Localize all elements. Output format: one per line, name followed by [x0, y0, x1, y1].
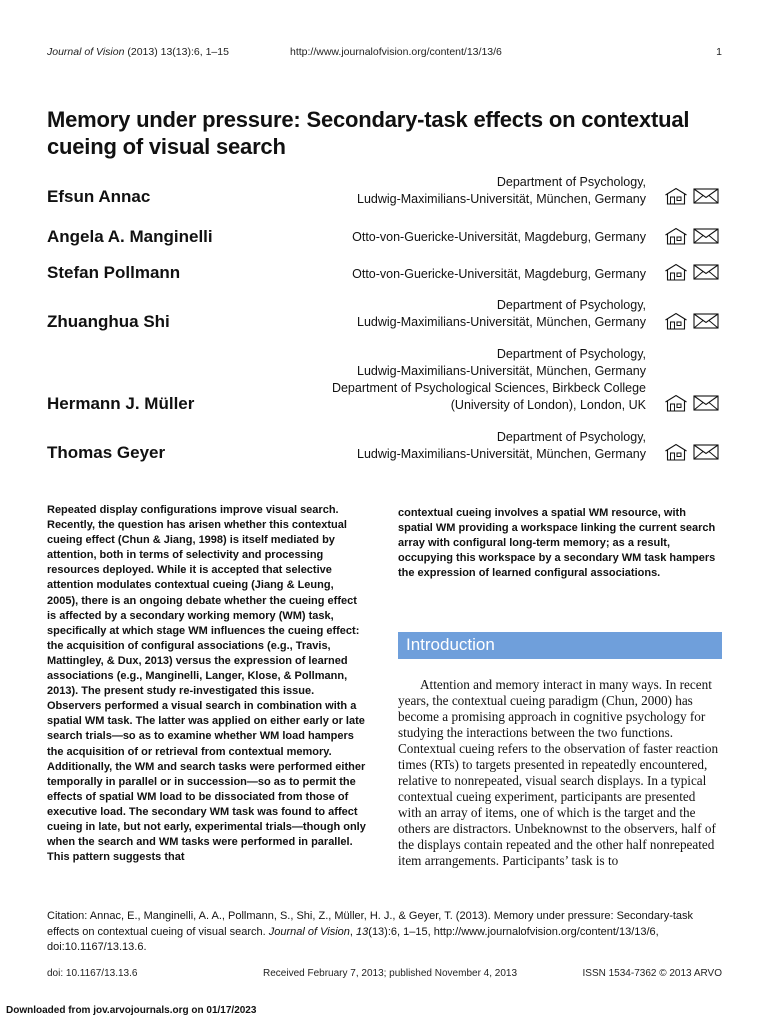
running-header-journal: Journal of Vision	[47, 46, 125, 58]
citation-volume: 13	[356, 925, 369, 938]
page-number: 1	[716, 46, 722, 58]
download-note: Downloaded from jov.arvojournals.org on 01/17/2023	[6, 1005, 257, 1016]
citation-text: Citation: Annac, E., Manginelli, A. A., Pollmann, S., Shi, Z., Müller, H. J., & Geyer, T. (2013). Memory under pressure: Secondary-task effects on contextual cueing of visual search.	[47, 910, 694, 938]
homepage-icon[interactable]	[664, 187, 688, 205]
homepage-icon[interactable]	[664, 312, 688, 330]
footer-issn: ISSN 1534-7362 © 2013 ARVO	[582, 968, 722, 979]
author-contact-icons	[664, 263, 724, 281]
author-affiliation: Department of Psychology, Ludwig-Maximilians-Universität, München, Germany Department of Psychological Sciences, Birkbeck College (University of London), London, UK	[331, 347, 646, 412]
article-title: Memory under pressure: Secondary-task effects on contextual cueing of visual search	[47, 107, 690, 159]
email-icon[interactable]	[693, 313, 719, 329]
author-affiliation: Department of Psychology, Ludwig-Maximilians-Universität, München, Germany	[357, 430, 646, 461]
homepage-icon[interactable]	[664, 394, 688, 412]
author-affiliation: Otto-von-Guericke-Universität, Magdeburg, Germany	[352, 230, 646, 244]
homepage-icon[interactable]	[664, 443, 688, 461]
homepage-icon[interactable]	[664, 227, 688, 245]
email-icon[interactable]	[693, 444, 719, 460]
email-icon[interactable]	[693, 188, 719, 204]
email-icon[interactable]	[693, 395, 719, 411]
author-contact-icons	[664, 187, 724, 205]
running-header-volume: (2013) 13(13):6, 1–15	[127, 46, 229, 58]
footer-received: Received February 7, 2013; published November 4, 2013	[263, 968, 518, 979]
citation-block: Citation: Annac, E., Manginelli, A. A., Pollmann, S., Shi, Z., Müller, H. J., & Geyer, T. (2013). Memory under pressure: Secondary-task effects on contextual cueing of visual search. Journal of Vision, 13(13):6, 1–15, http://www.journalofvision.org/content/13/13/6, doi:10.1167/13.13.6.	[47, 910, 694, 953]
author-affiliation: Department of Psychology, Ludwig-Maximilians-Universität, München, Germany	[357, 175, 646, 206]
author-name[interactable]: Zhuanghua Shi	[47, 312, 170, 331]
footer-doi: doi: 10.1167/13.13.6	[47, 968, 138, 979]
homepage-icon[interactable]	[664, 263, 688, 281]
running-header-url[interactable]: http://www.journalofvision.org/content/13/13/6	[290, 46, 502, 58]
section-heading-bar	[398, 632, 722, 659]
introduction-paragraph: Attention and memory interact in many ways. In recent years, the contextual cueing paradigm (Chun, 2000) has become a promising approach in cognitive psychology for studying the interactions between the two functions. Contextual cueing refers to the observation of faster reaction times (RTs) to targets presented in repeatedly encountered, relative to nonrepeated, visual search displays. In a typical contextual cueing experiment, participants are presented with an array of items, one of which is the target and the others are distractors. Unbeknownst to the observers, half of the displays contain repeated and the other half nonrepeated item arrangements. Participants’ task is to	[398, 677, 719, 868]
author-name[interactable]: Angela A. Manginelli	[47, 227, 213, 246]
author-name[interactable]: Hermann J. Müller	[47, 394, 195, 413]
author-name[interactable]: Stefan Pollmann	[47, 263, 181, 282]
abstract-column-right: contextual cueing involves a spatial WM resource, with spatial WM providing a workspace linking the current search array with configural long-term memory; as a result, occupying this workspace by a secondary WM task hampers the expression of learned configural associations.	[398, 507, 716, 580]
author-contact-icons	[664, 312, 724, 330]
abstract-column-left: Repeated display configurations improve visual search. Recently, the question has arisen whether this contextual cueing effect (Chun & Jiang, 1998) is itself mediated by attention, both in terms of selectivity and processing resources deployed. While it is accepted that selective attention modulates contextual cueing (Jiang & Leung, 2005), there is an ongoing debate whether the cueing effect is affected by a secondary working memory (WM) task, specifically at which stage WM influences the cueing effect: the acquisition of configural associations (e.g., Travis, Mattingley, & Dux, 2013) versus the expression of learned associations (e.g., Manginelli, Langer, Klose, & Pollmann, 2013). The present study re-investigated this issue. Observers performed a visual search in combination with a spatial WM task. The latter was applied on either early or late search trials—so as to examine whether WM load hampers the acquisition of or retrieval from contextual memory. Additionally, the WM and search tasks were performed either temporally in parallel or in succession—so as to permit the effects of spatial WM load to be dissociated from those of executive load. The secondary WM task was found to affect cueing in late, but not early, experimental trials—though only when the search and WM tasks were performed in parallel. This pattern suggests that	[47, 504, 366, 864]
author-contact-icons	[664, 394, 724, 412]
section-heading: Introduction	[406, 635, 495, 654]
email-icon[interactable]	[693, 264, 719, 280]
running-header-citation	[47, 46, 229, 58]
author-affiliation: Department of Psychology, Ludwig-Maximilians-Universität, München, Germany	[357, 298, 646, 329]
citation-journal: Journal of Vision	[268, 925, 350, 938]
author-name[interactable]: Thomas Geyer	[47, 443, 166, 462]
author-name[interactable]: Efsun Annac	[47, 187, 151, 206]
citation-details: (13):6, 1–15, http://www.journalofvision.org/content/13/13/6, doi:10.1167/13.13.6.	[47, 925, 659, 953]
email-icon[interactable]	[693, 228, 719, 244]
author-contact-icons	[664, 227, 724, 245]
author-contact-icons	[664, 443, 724, 461]
author-affiliation: Otto-von-Guericke-Universität, Magdeburg, Germany	[352, 267, 646, 281]
